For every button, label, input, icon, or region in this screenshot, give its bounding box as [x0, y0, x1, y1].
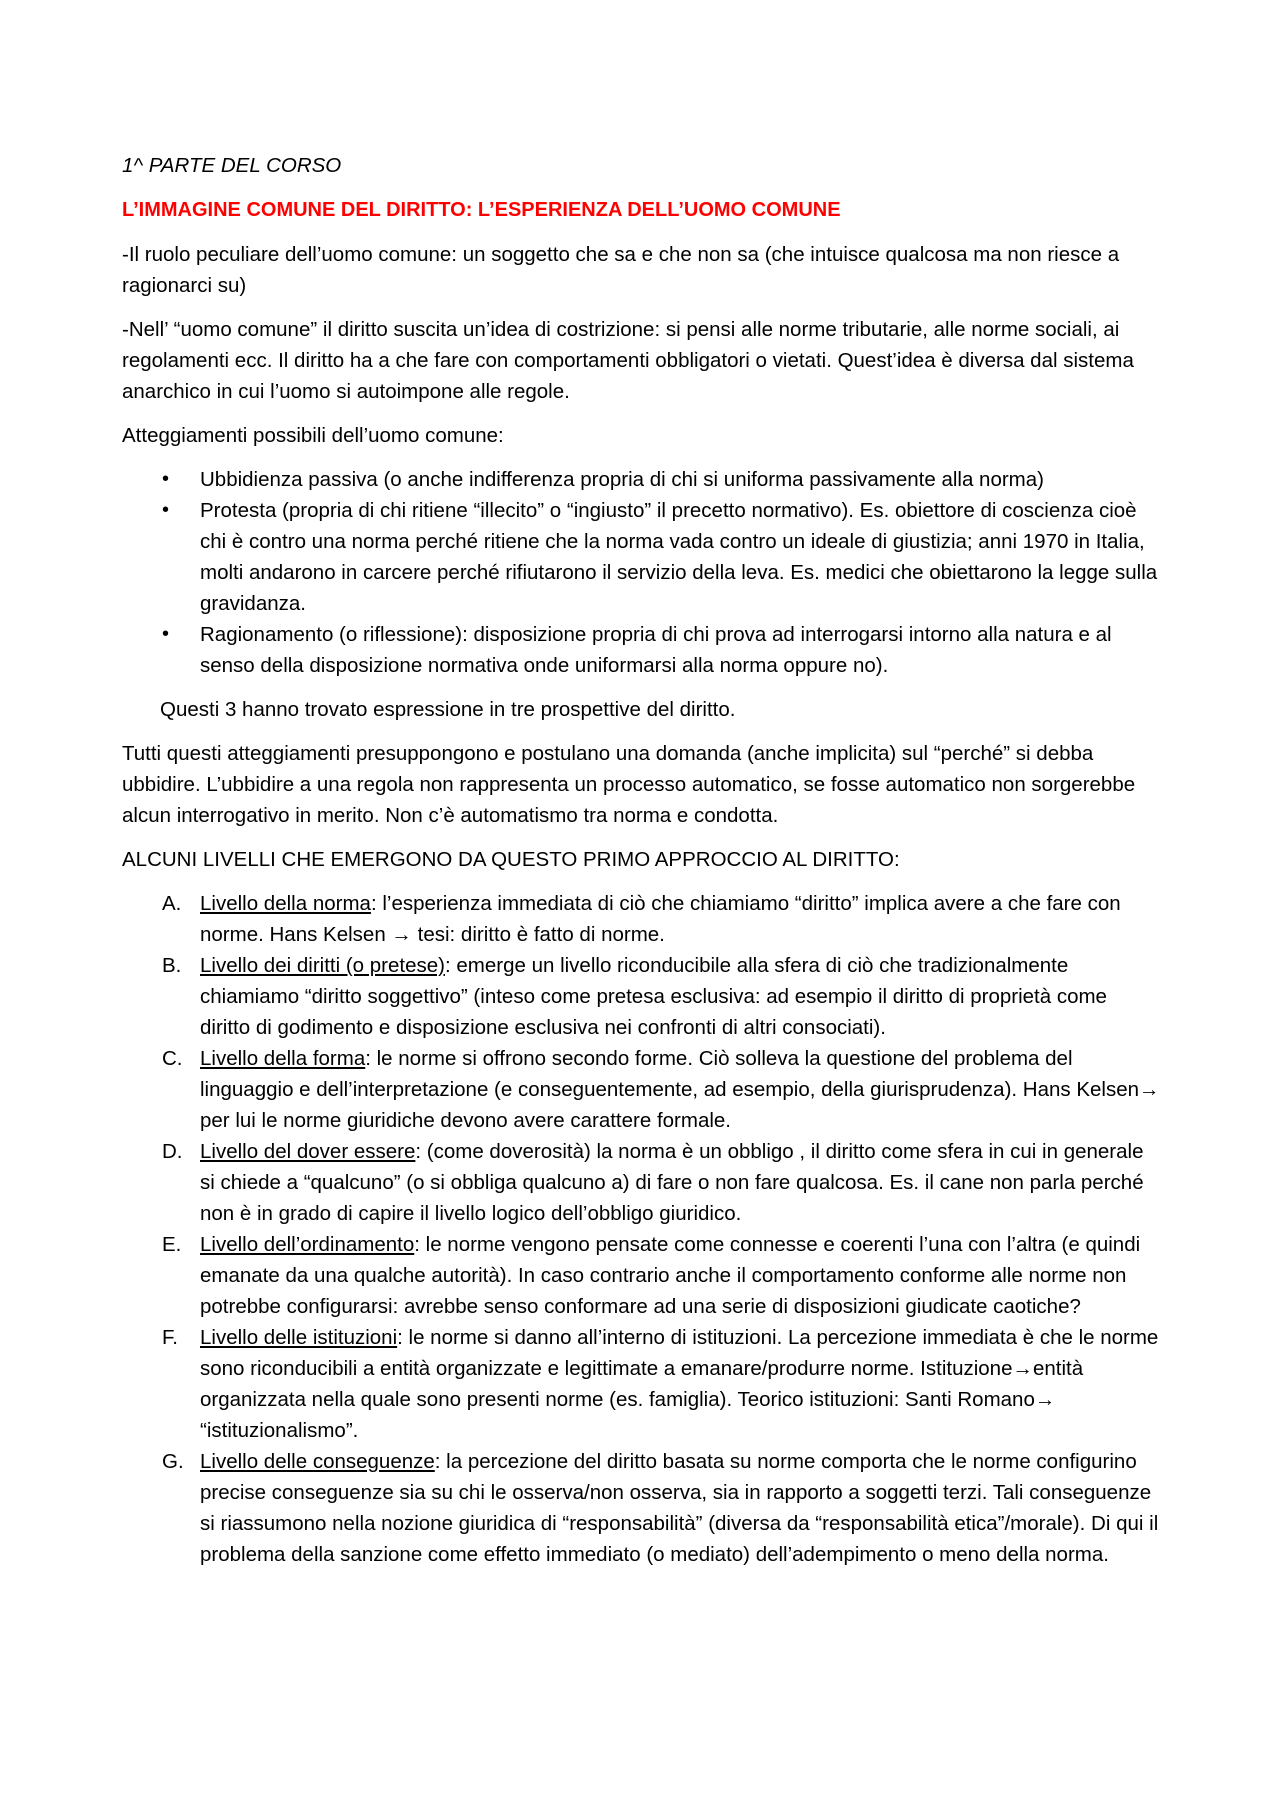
level-term: Livello dell’ordinamento: [200, 1233, 415, 1256]
list-item: [122, 495, 1162, 619]
section-label: 1^ PARTE DEL CORSO: [122, 154, 342, 177]
list-letter: A.: [162, 892, 182, 915]
paragraph-costrizione: -Nell’ “uomo comune” il diritto suscita un’idea di costrizione: si pensi alle norme tributarie, alle norme sociali, ai regolamenti ecc. Il diritto ha a che fare con comportamenti obbligatori o vietati. Quest’idea è diversa dal sistema anarchico in cui l’uomo si autoimpone alle regole.: [122, 318, 1134, 403]
list-item: [122, 950, 1162, 1043]
list-item: [122, 1043, 1162, 1136]
perspectives-note: Questi 3 hanno trovato espressione in tre prospettive del diritto.: [160, 698, 736, 721]
level-term: Livello dei diritti (o pretese): [200, 954, 445, 977]
attitude-text: Protesta (propria di chi ritiene “illecito” o “ingiusto” il precetto normativo). Es. obiettore di coscienza cioè chi è contro una norma perché ritiene che la norma vada contro un ideale di giustizia; anni 1970 in Italia, molti andarono in carcere perché rifiutarono il servizio della leva. Es. medici che obiettarono la legge sulla gravidanza.: [200, 499, 1158, 615]
level-text: : l’esperienza immediata di ciò che chiamiamo “diritto” implica avere a che fare con norme. Hans Kelsen → tesi: diritto è fatto di norme.: [200, 892, 1121, 946]
document-page: [122, 150, 1162, 1570]
attitude-text: Ubbidienza passiva (o anche indifferenza propria di chi si uniforma passivamente alla norma): [200, 468, 1044, 491]
list-item: [122, 464, 1162, 495]
levels-heading: ALCUNI LIVELLI CHE EMERGONO DA QUESTO PRIMO APPROCCIO AL DIRITTO:: [122, 848, 900, 871]
bullet-icon: •: [162, 623, 170, 645]
list-letter: C.: [162, 1047, 183, 1070]
list-letter: G.: [162, 1450, 184, 1473]
level-text: : (come doverosità) la norma è un obbligo , il diritto come sfera in cui in generale si chiede a “qualcuno” (o si obbliga qualcuno a) di fare o non fare qualcosa. Es. il cane non parla perché non è in grado di capire il livello logico dell’obbligo giuridico.: [200, 1140, 1144, 1225]
paragraph-uomo-comune: -Il ruolo peculiare dell’uomo comune: un soggetto che sa e che non sa (che intuisce qualcosa ma non riesce a ragionarci su): [122, 243, 1120, 297]
level-term: Livello della norma: [200, 892, 371, 915]
list-item: [122, 888, 1162, 950]
attitude-text: Ragionamento (o riflessione): disposizione propria di chi prova ad interrogarsi intorno alla natura e al senso della disposizione normativa onde uniformarsi alla norma oppure no).: [200, 623, 1112, 677]
attitudes-intro: Atteggiamenti possibili dell’uomo comune:: [122, 424, 504, 447]
bullet-icon: •: [162, 499, 170, 521]
list-letter: E.: [162, 1233, 182, 1256]
level-text: : emerge un livello riconducibile alla sfera di ciò che tradizionalmente chiamiamo “diritto soggettivo” (inteso come pretesa esclusiva: ad esempio il diritto di proprietà come diritto di godimento e disposizione esclusiva nei confronti di altri consociati).: [200, 954, 1107, 1039]
level-text: : la percezione del diritto basata su norme comporta che le norme configurino precise conseguenze sia su chi le osserva/non osserva, sia in rapporto a soggetti terzi. Tali conseguenze si riassumono nella nozione giuridica di “responsabilità” (diversa da “responsabilità etica”/morale). Di qui il problema della sanzione come effetto immediato (o mediato) dell’adempimento o meno della norma.: [200, 1450, 1159, 1566]
list-item: [122, 1136, 1162, 1229]
list-letter: F.: [162, 1326, 178, 1349]
level-term: Livello delle conseguenze: [200, 1450, 435, 1473]
levels-list: [122, 888, 1162, 1570]
document-title: L’IMMAGINE COMUNE DEL DIRITTO: L’ESPERIENZA DELL’UOMO COMUNE: [122, 199, 841, 221]
list-letter: D.: [162, 1140, 183, 1163]
paragraph-ubbidire: Tutti questi atteggiamenti presuppongono e postulano una domanda (anche implicita) sul “perché” si debba ubbidire. L’ubbidire a una regola non rappresenta un processo automatico, se fosse automatico non sorgerebbe alcun interrogativo in merito. Non c’è automatismo tra norma e condotta.: [122, 742, 1136, 827]
bullet-icon: •: [162, 468, 170, 490]
level-term: Livello della forma: [200, 1047, 366, 1070]
list-item: [122, 619, 1162, 681]
level-text: : le norme vengono pensate come connesse e coerenti l’una con l’altra (e quindi emanate da una qualche autorità). In caso contrario anche il comportamento conforme alle norme non potrebbe configurarsi: avrebbe senso conformare ad una serie di disposizioni giudicate caotiche?: [200, 1233, 1141, 1318]
list-item: [122, 1446, 1162, 1570]
level-text: : le norme si offrono secondo forme. Ciò solleva la questione del problema del linguaggio e dell’interpretazione (e conseguentemente, ad esempio, della giurisprudenza). Hans Kelsen→ per lui le norme giuridiche devono avere carattere formale.: [200, 1047, 1160, 1132]
list-item: [122, 1322, 1162, 1446]
level-text: : le norme si danno all’interno di istituzioni. La percezione immediata è che le norme sono riconducibili a entità organizzate e legittimate a emanare/produrre norme. Istituzione→entità organizzata nella quale sono presenti norme (es. famiglia). Teorico istituzioni: Santi Romano→ “istituzionalismo”.: [200, 1326, 1159, 1442]
list-item: [122, 1229, 1162, 1322]
attitudes-list: [122, 464, 1162, 681]
list-letter: B.: [162, 954, 182, 977]
level-term: Livello del dover essere: [200, 1140, 416, 1163]
level-term: Livello delle istituzioni: [200, 1326, 398, 1349]
